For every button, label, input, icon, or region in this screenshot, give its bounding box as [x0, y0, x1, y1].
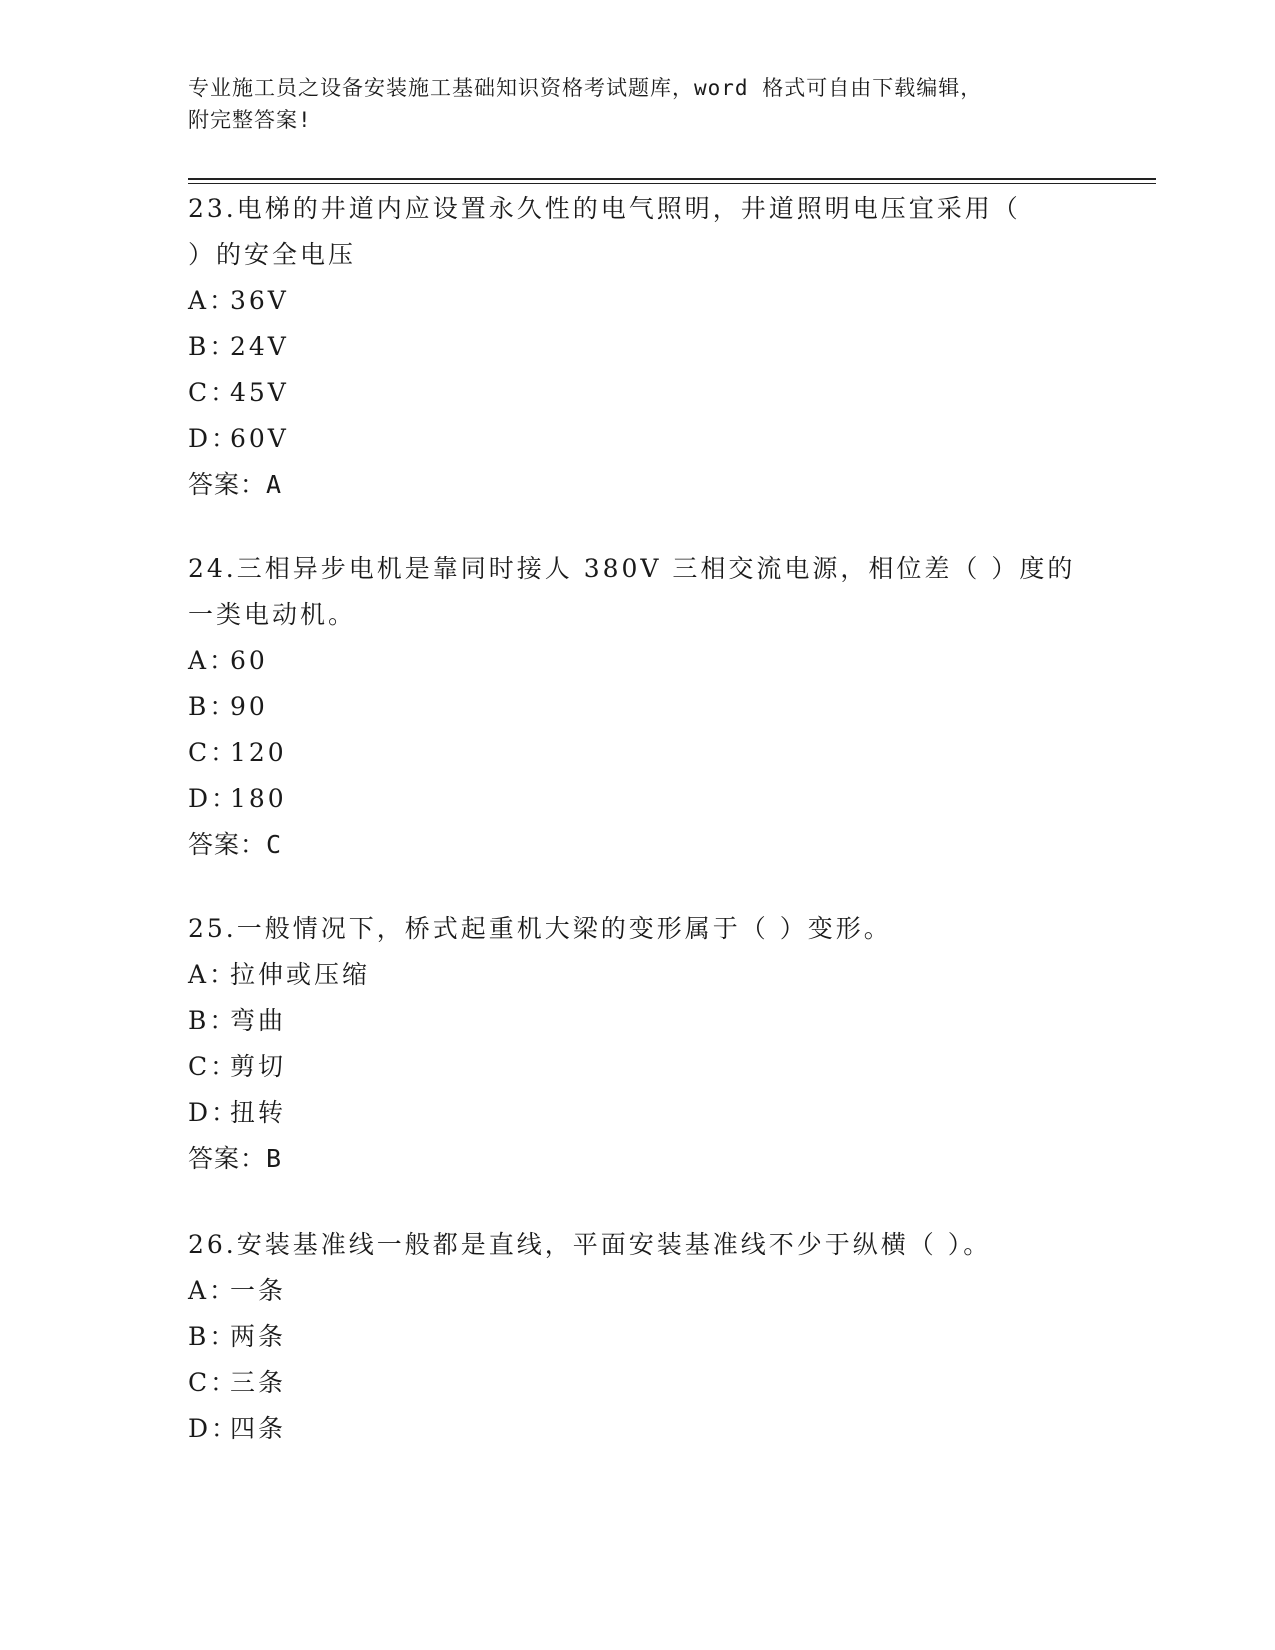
option-c — [188, 1044, 1088, 1090]
option-letter: A： — [188, 1276, 238, 1305]
option-letter: B： — [188, 1322, 238, 1351]
option-letter: A： — [188, 646, 238, 675]
option-a — [188, 1268, 1088, 1314]
option-a — [188, 278, 1088, 324]
option-text: 36V — [230, 286, 289, 315]
option-text: 120 — [230, 738, 287, 767]
option-text: 24V — [230, 332, 289, 361]
option-d — [188, 776, 1088, 822]
option-text: 剪切 — [230, 1052, 287, 1081]
option-letter: C： — [188, 1052, 239, 1081]
option-a — [188, 952, 1088, 998]
option-b — [188, 998, 1088, 1044]
option-b — [188, 684, 1088, 730]
option-a — [188, 638, 1088, 684]
option-letter: D： — [188, 1098, 240, 1127]
option-text: 弯曲 — [230, 1006, 287, 1035]
question-23 — [188, 186, 1088, 508]
answer-line: 答案：C — [188, 830, 283, 859]
question-24 — [188, 546, 1088, 868]
option-letter: D： — [188, 1414, 240, 1443]
question-stem-line-1: 23.电梯的井道内应设置永久性的电气照明，井道照明电压宜采用（ — [188, 194, 1021, 223]
option-c — [188, 1360, 1088, 1406]
option-text: 三条 — [230, 1368, 287, 1397]
option-letter: C： — [188, 378, 239, 407]
option-text: 一条 — [230, 1276, 287, 1305]
question-25 — [188, 906, 1088, 1182]
question-stem-line-1: 24.三相异步电机是靠同时接人 380V 三相交流电源，相位差（ ）度的 — [188, 554, 1076, 583]
option-letter: C： — [188, 1368, 239, 1397]
header-line-1: 专业施工员之设备安装施工基础知识资格考试题库，word 格式可自由下载编辑， — [188, 76, 983, 100]
option-text: 60 — [230, 646, 268, 675]
question-stem-line-2: 一类电动机。 — [188, 600, 357, 629]
option-d — [188, 416, 1088, 462]
option-c — [188, 370, 1088, 416]
option-letter: A： — [188, 286, 238, 315]
option-text: 两条 — [230, 1322, 287, 1351]
option-b — [188, 1314, 1088, 1360]
option-d — [188, 1090, 1088, 1136]
option-d — [188, 1406, 1088, 1452]
option-text: 60V — [230, 424, 289, 453]
option-text: 180 — [230, 784, 287, 813]
option-letter: C： — [188, 738, 239, 767]
question-26 — [188, 1222, 1088, 1452]
option-c — [188, 730, 1088, 776]
option-text: 四条 — [230, 1414, 287, 1443]
option-letter: B： — [188, 332, 238, 361]
header-line-2: 附完整答案! — [188, 108, 312, 132]
option-letter: A： — [188, 960, 238, 989]
option-text: 拉伸或压缩 — [230, 960, 371, 989]
question-stem-line-1: 25.一般情况下，桥式起重机大梁的变形属于（ ）变形。 — [188, 914, 892, 943]
answer-line: 答案：A — [188, 470, 283, 499]
option-letter: B： — [188, 1006, 238, 1035]
option-letter: B： — [188, 692, 238, 721]
option-letter: D： — [188, 784, 240, 813]
option-text: 90 — [230, 692, 268, 721]
question-stem-line-2: ）的安全电压 — [188, 240, 357, 269]
option-text: 扭转 — [230, 1098, 287, 1127]
option-text: 45V — [230, 378, 289, 407]
header-divider-thin — [188, 183, 1156, 184]
option-letter: D： — [188, 424, 240, 453]
answer-line: 答案：B — [188, 1144, 283, 1173]
header-divider-thick — [188, 178, 1156, 180]
document-header — [188, 72, 1068, 136]
question-stem-line-1: 26.安装基准线一般都是直线，平面安装基准线不少于纵横（ ）。 — [188, 1230, 992, 1259]
option-b — [188, 324, 1088, 370]
